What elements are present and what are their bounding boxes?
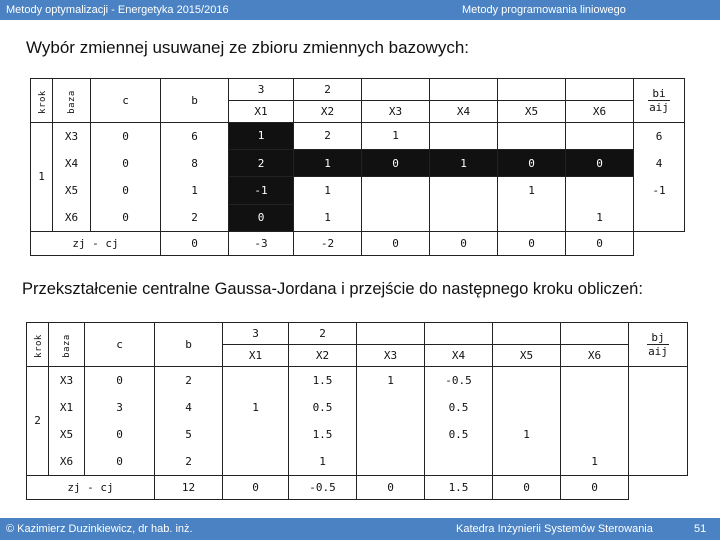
var-header: X3 — [362, 100, 430, 122]
table-row: 2 X3 0 2 1.5 1 -0.5 — [27, 366, 688, 393]
zj-cj-label: zj - cj — [31, 231, 161, 255]
cost-cell — [425, 323, 493, 345]
cost-cell — [498, 79, 566, 101]
footer-bar — [0, 518, 720, 540]
header-bar — [0, 0, 720, 20]
pivot-column-cell: 1 — [229, 122, 294, 149]
b-header: b — [155, 323, 223, 367]
var-header: X2 — [289, 344, 357, 366]
zj-cj-row: zj - cj 12 0 -0.5 0 1.5 0 0 — [27, 475, 688, 499]
b-header: b — [161, 79, 229, 123]
baza-header: baza — [49, 323, 85, 367]
department: Katedra Inżynierii Systemów Sterowania — [456, 523, 653, 535]
c-header: c — [85, 323, 155, 367]
cost-cell: 3 — [223, 323, 289, 345]
cost-cell — [561, 323, 629, 345]
cost-cell — [430, 79, 498, 101]
var-header: X1 — [223, 344, 289, 366]
table-row: X6 0 2 1 1 — [27, 448, 688, 475]
pivot-row: X4 0 8 2 1 0 1 0 0 4 — [31, 150, 685, 177]
simplex-table-step-2 — [26, 322, 688, 500]
ratio-header: bj aij — [629, 323, 688, 367]
krok-header: krok — [31, 79, 53, 123]
cost-cell: 3 — [229, 79, 294, 101]
var-header: X6 — [561, 344, 629, 366]
zj-cj-label: zj - cj — [27, 475, 155, 499]
pivot-column-cell: -1 — [229, 177, 294, 204]
table-row: 1 X3 0 6 1 2 1 6 — [31, 122, 685, 149]
var-header: X4 — [425, 344, 493, 366]
pivot-element: 2 — [229, 150, 294, 177]
var-header: X3 — [357, 344, 425, 366]
simplex-table-step-1 — [30, 78, 685, 256]
table-row: X1 3 4 1 0.5 0.5 — [27, 394, 688, 421]
var-header: X2 — [294, 100, 362, 122]
cost-cell — [362, 79, 430, 101]
heading-step-selection: Wybór zmiennej usuwanej ze zbioru zmiennych bazowych: — [26, 38, 469, 57]
cost-cell: 2 — [294, 79, 362, 101]
course-title: Metody optymalizacji - Energetyka 2015/2016 — [6, 4, 229, 16]
table-row: X6 0 2 0 1 1 — [31, 204, 685, 231]
cost-cell — [357, 323, 425, 345]
krok-value: 2 — [27, 366, 49, 475]
cost-cell: 2 — [289, 323, 357, 345]
table-row: X5 0 1 -1 1 1 -1 — [31, 177, 685, 204]
baza-header: baza — [53, 79, 91, 123]
krok-header: krok — [27, 323, 49, 367]
krok-value: 1 — [31, 122, 53, 231]
var-header: X1 — [229, 100, 294, 122]
var-header: X5 — [498, 100, 566, 122]
ratio-header: bi aij — [634, 79, 685, 123]
c-header: c — [91, 79, 161, 123]
heading-gauss-jordan: Przekształcenie centralne Gaussa-Jordana i przejście do następnego kroku obliczeń: — [22, 280, 643, 298]
zj-cj-row: zj - cj 0 -3 -2 0 0 0 0 — [31, 231, 685, 255]
var-header: X6 — [566, 100, 634, 122]
section-title: Metody programowania liniowego — [462, 4, 626, 16]
cost-cell — [493, 323, 561, 345]
pivot-column-cell: 0 — [229, 204, 294, 231]
var-header: X5 — [493, 344, 561, 366]
author: © Kazimierz Duzinkiewicz, dr hab. inż. — [6, 523, 193, 535]
page-number: 51 — [694, 523, 707, 535]
var-header: X4 — [430, 100, 498, 122]
cost-cell — [566, 79, 634, 101]
table-row: X5 0 5 1.5 0.5 1 — [27, 421, 688, 448]
